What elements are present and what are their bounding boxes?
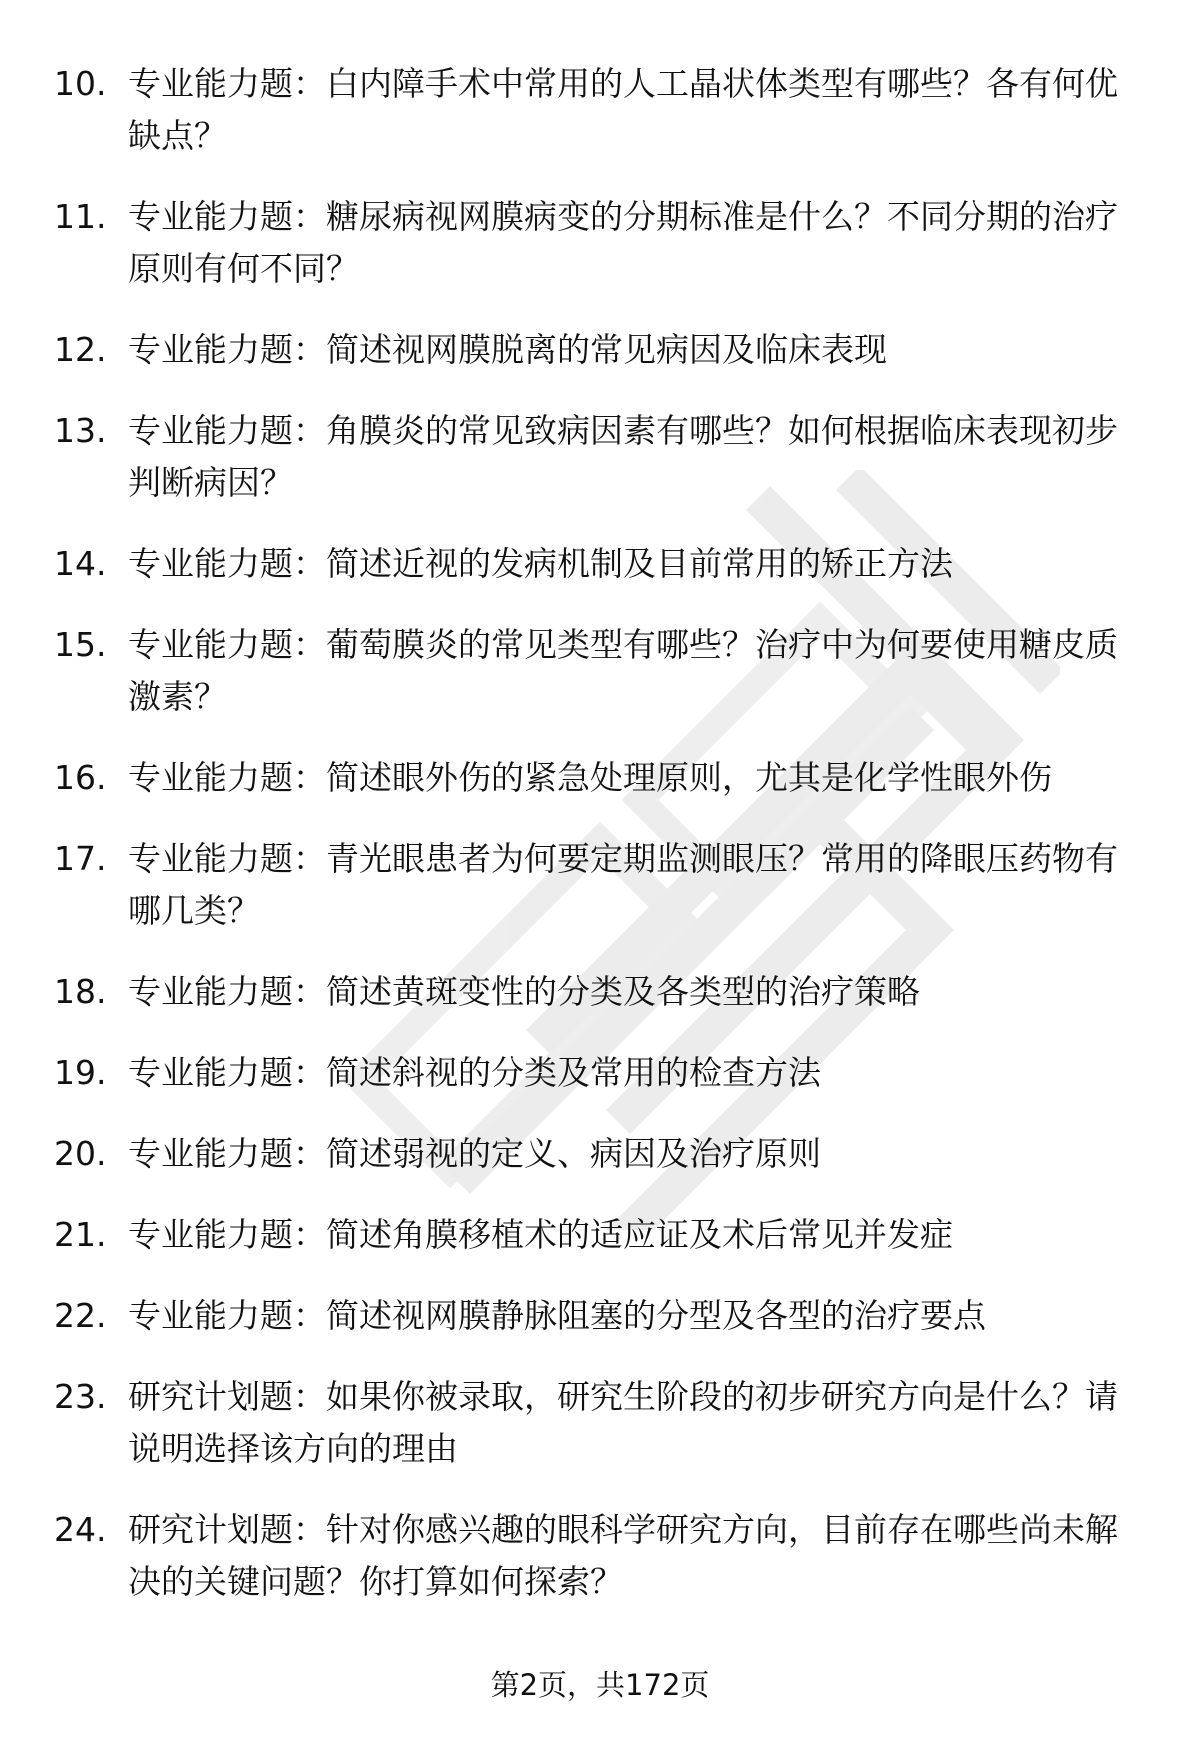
question-text: 专业能力题：简述近视的发病机制及目前常用的矫正方法 bbox=[128, 544, 953, 583]
question-number: 13. bbox=[54, 411, 107, 450]
list-item bbox=[0, 191, 1200, 295]
list-item bbox=[0, 1209, 1200, 1261]
question-text: 专业能力题：简述弱视的定义、病因及治疗原则 bbox=[128, 1134, 821, 1173]
question-text: 研究计划题：如果你被录取，研究生阶段的初步研究方向是什么？请说明选择该方向的理由 bbox=[128, 1377, 1118, 1468]
question-text: 专业能力题：简述视网膜静脉阻塞的分型及各型的治疗要点 bbox=[128, 1296, 986, 1335]
question-text: 专业能力题：角膜炎的常见致病因素有哪些？如何根据临床表现初步判断病因？ bbox=[128, 411, 1118, 502]
question-text: 专业能力题：白内障手术中常用的人工晶状体类型有哪些？各有何优缺点？ bbox=[128, 64, 1118, 155]
question-text: 专业能力题：简述视网膜脱离的常见病因及临床表现 bbox=[128, 330, 887, 369]
question-number: 17. bbox=[54, 839, 107, 878]
question-number: 24. bbox=[54, 1510, 107, 1549]
list-item bbox=[0, 1290, 1200, 1342]
list-item bbox=[0, 405, 1200, 509]
question-text: 专业能力题：简述斜视的分类及常用的检查方法 bbox=[128, 1053, 821, 1092]
question-number: 23. bbox=[54, 1377, 107, 1416]
question-number: 18. bbox=[54, 972, 107, 1011]
list-item bbox=[0, 1371, 1200, 1475]
list-item bbox=[0, 833, 1200, 937]
list-item bbox=[0, 1128, 1200, 1180]
list-item bbox=[0, 1047, 1200, 1099]
question-number: 11. bbox=[54, 197, 107, 236]
question-text: 专业能力题：简述眼外伤的紧急处理原则，尤其是化学性眼外伤 bbox=[128, 758, 1052, 797]
question-number: 14. bbox=[54, 544, 107, 583]
list-item bbox=[0, 966, 1200, 1018]
question-number: 21. bbox=[54, 1215, 107, 1254]
question-text: 专业能力题：简述角膜移植术的适应证及术后常见并发症 bbox=[128, 1215, 953, 1254]
question-text: 专业能力题：葡萄膜炎的常见类型有哪些？治疗中为何要使用糖皮质激素？ bbox=[128, 625, 1118, 716]
question-number: 12. bbox=[54, 330, 107, 369]
list-item bbox=[0, 619, 1200, 723]
question-number: 19. bbox=[54, 1053, 107, 1092]
list-item bbox=[0, 1504, 1200, 1608]
question-number: 16. bbox=[54, 758, 107, 797]
question-text: 专业能力题：简述黄斑变性的分类及各类型的治疗策略 bbox=[128, 972, 920, 1011]
list-item bbox=[0, 538, 1200, 590]
list-item bbox=[0, 58, 1200, 162]
list-item bbox=[0, 324, 1200, 376]
question-number: 15. bbox=[54, 625, 107, 664]
question-number: 10. bbox=[54, 64, 107, 103]
page-footer: 第2页，共172页 bbox=[490, 1668, 710, 1702]
question-text: 专业能力题：糖尿病视网膜病变的分期标准是什么？不同分期的治疗原则有何不同？ bbox=[128, 197, 1118, 288]
question-number: 20. bbox=[54, 1134, 107, 1173]
question-list bbox=[0, 58, 1200, 1637]
question-text: 专业能力题：青光眼患者为何要定期监测眼压？常用的降眼压药物有哪几类？ bbox=[128, 839, 1118, 930]
question-number: 22. bbox=[54, 1296, 107, 1335]
list-item bbox=[0, 752, 1200, 804]
question-text: 研究计划题：针对你感兴趣的眼科学研究方向，目前存在哪些尚未解决的关键问题？你打算如何探索？ bbox=[128, 1510, 1118, 1601]
